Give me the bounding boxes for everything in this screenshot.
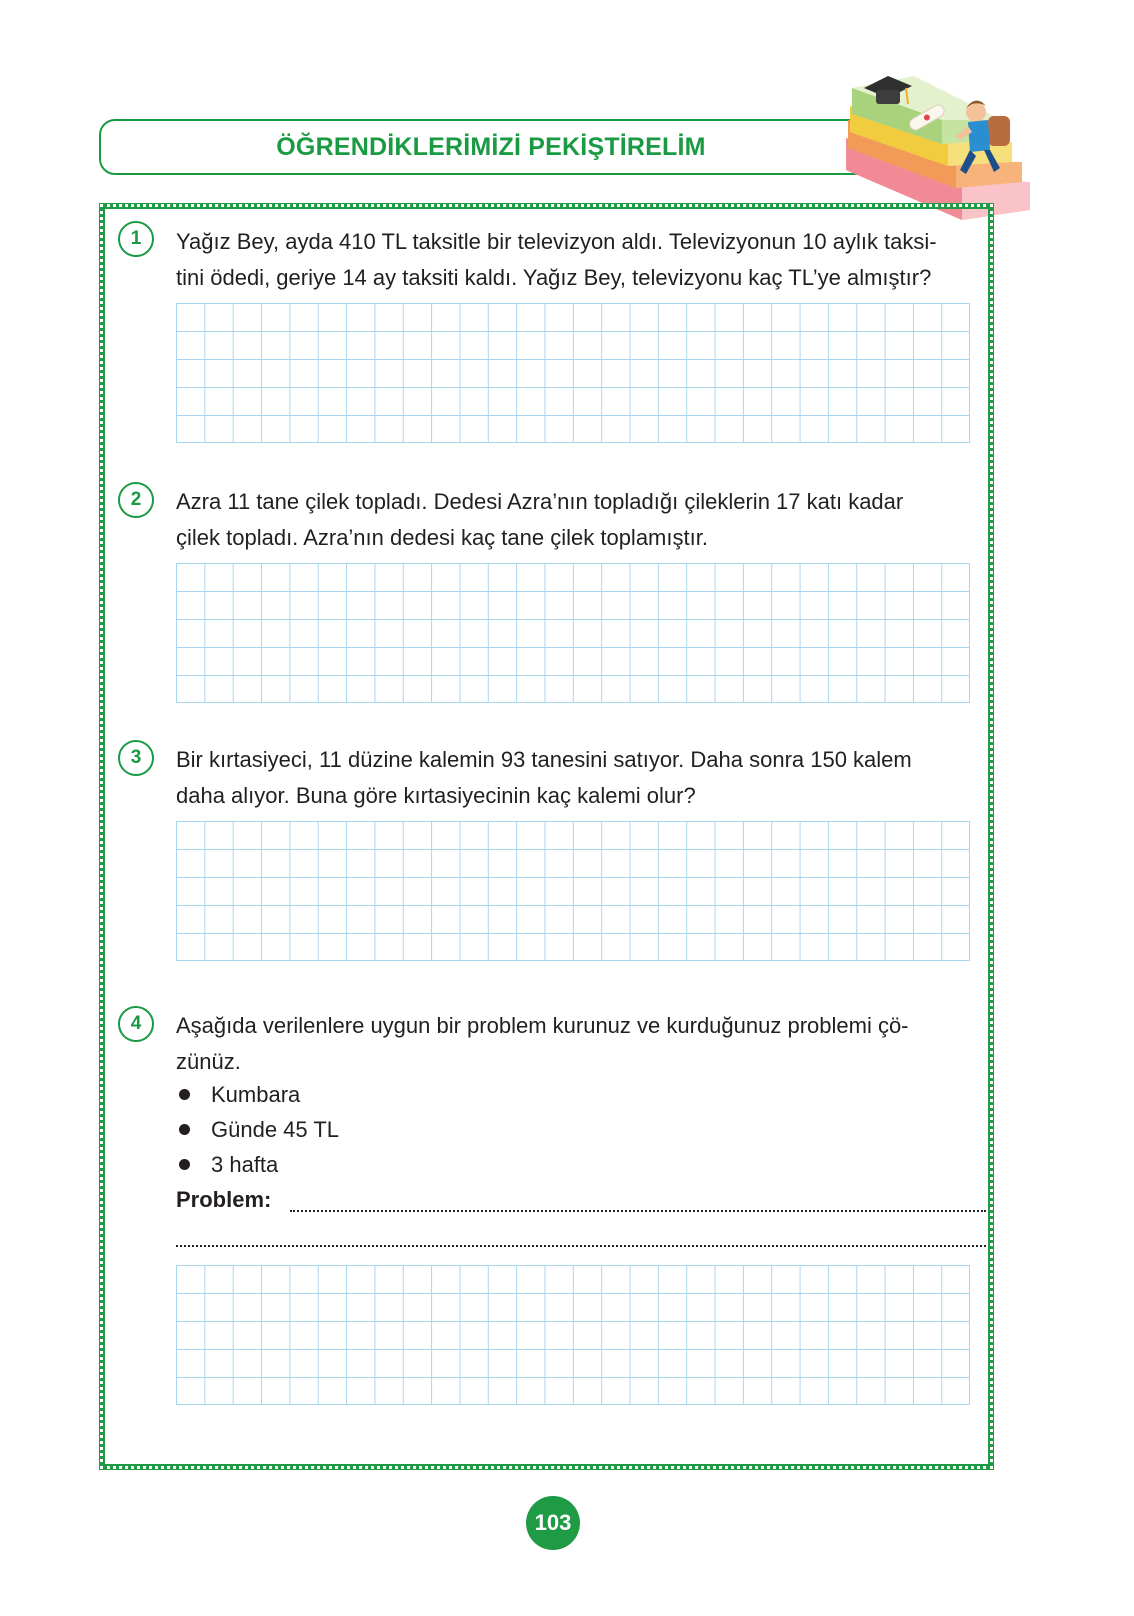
page-number: 103	[526, 1496, 580, 1550]
bullet-dot-icon	[179, 1124, 190, 1135]
question-2-text	[176, 484, 990, 556]
bullet-text: 3 hafta	[211, 1152, 279, 1177]
bullet-text: Kumbara	[211, 1082, 301, 1107]
bullet-dot-icon	[179, 1089, 190, 1100]
problem-answer-line-2[interactable]	[176, 1245, 986, 1247]
question-3-text	[176, 742, 990, 814]
question-1-line-2: tini ödedi, geriye 14 ay taksiti kaldı. Yağız Bey, televizyonu kaç TL’ye almıştır?	[176, 265, 932, 290]
bullet-text: Günde 45 TL	[211, 1117, 340, 1142]
answer-grid-1[interactable]	[176, 303, 970, 443]
question-4-line-1: Aşağıda verilenlere uygun bir problem kurunuz ve kurduğunuz problemi çö-	[176, 1013, 909, 1038]
question-2-line-1: Azra 11 tane çilek topladı. Dedesi Azra’nın topladığı çileklerin 17 katı kadar	[176, 489, 904, 514]
question-2-line-2: çilek topladı. Azra’nın dedesi kaç tane çilek toplamıştır.	[176, 525, 708, 550]
question-4-text	[176, 1008, 990, 1080]
problem-answer-line-1[interactable]	[290, 1210, 986, 1212]
question-number-4: 4	[118, 1006, 154, 1042]
question-3-line-1: Bir kırtasiyeci, 11 düzine kalemin 93 tanesini satıyor. Daha sonra 150 kalem	[176, 747, 912, 772]
question-1-line-1: Yağız Bey, ayda 410 TL taksitle bir televizyon aldı. Televizyonun 10 aylık taksi-	[176, 229, 937, 254]
question-1-text	[176, 224, 990, 296]
question-3-line-2: daha alıyor. Buna göre kırtasiyecinin kaç kalemi olur?	[176, 783, 696, 808]
section-title: ÖĞRENDİKLERİMİZİ PEKİŞTİRELİM	[276, 133, 706, 161]
answer-grid-4[interactable]	[176, 1265, 970, 1405]
problem-label: Problem:	[176, 1187, 272, 1212]
question-number-2: 2	[118, 482, 154, 518]
question-number-1: 1	[118, 221, 154, 257]
problem-label-line	[176, 1182, 986, 1218]
question-number-3: 3	[118, 740, 154, 776]
answer-grid-2[interactable]	[176, 563, 970, 703]
question-4-line-2: zünüz.	[176, 1049, 241, 1074]
bullet-dot-icon	[179, 1159, 190, 1170]
answer-grid-3[interactable]	[176, 821, 970, 961]
